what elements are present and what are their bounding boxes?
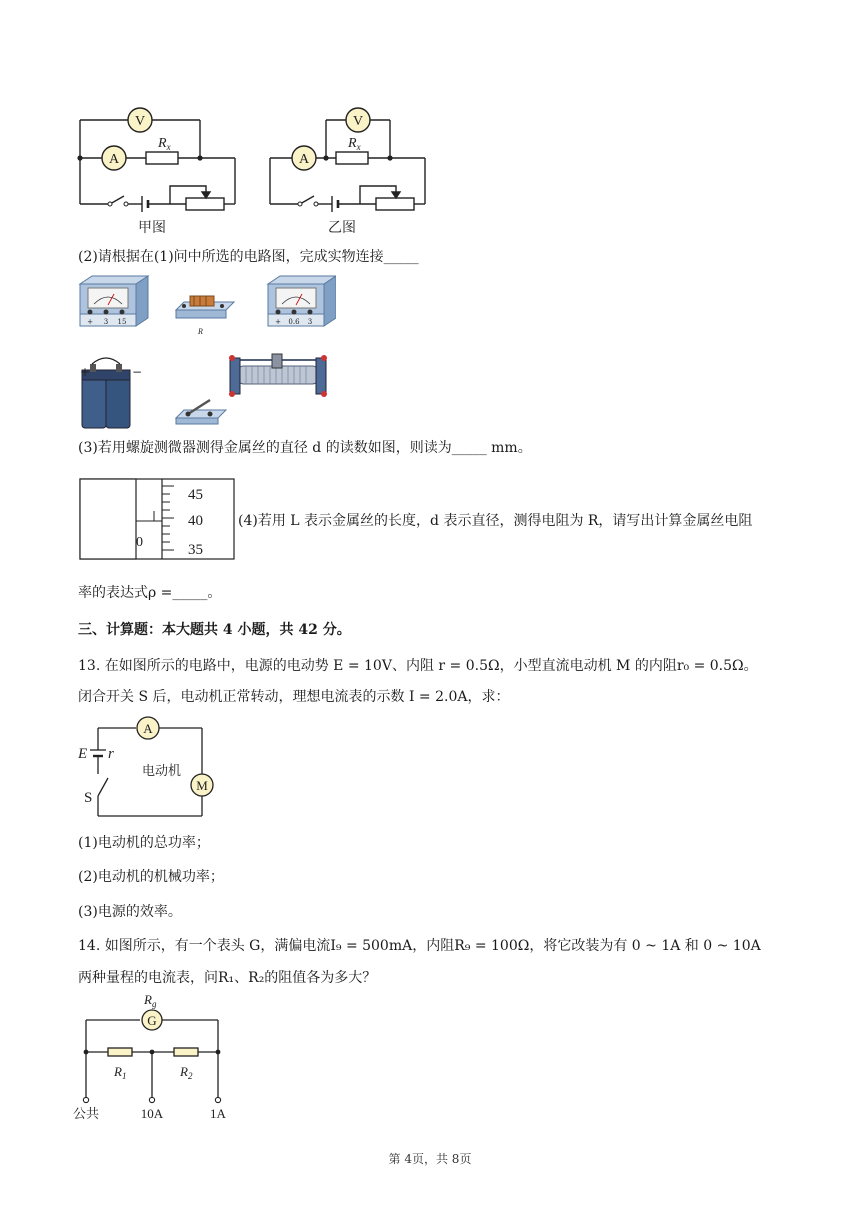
- q13-sub2: (2)电动机的机械功率；: [78, 869, 224, 885]
- q12-part3: (3)若用螺旋测微器测得金属丝的直径 d 的读数如图，则读为_____ mm。: [78, 440, 532, 456]
- battery-plus: +: [80, 365, 91, 379]
- caption-jia: 甲图: [138, 220, 166, 236]
- voltmeter-term-plus: +: [87, 318, 93, 326]
- q12-part2: (2)请根据在(1)问中所选的电路图，完成实物连接_____: [78, 249, 419, 265]
- q12-part4-line2: 率的表达式ρ =_____。: [78, 585, 222, 601]
- q14-r2-label: $R_2$: [180, 1064, 193, 1081]
- voltmeter-term-3: 3: [103, 318, 109, 326]
- q13-ammeter-label: A: [143, 721, 153, 736]
- q12-part4-line1: (4)若用 L 表示金属丝的长度，d 表示直径，测得电阻为 R，请写出计算金属丝电阻: [238, 513, 753, 529]
- voltmeter-term-15: 15: [117, 318, 127, 326]
- rx-label-yi: $R_x$: [348, 136, 361, 152]
- ammeter-term-plus: +: [275, 318, 281, 326]
- q13-circuit: [78, 712, 218, 824]
- rx-label: $R_x$: [158, 136, 171, 152]
- resistor-board-label: R: [198, 327, 203, 336]
- q14-r1-label: $R_1$: [114, 1064, 127, 1081]
- ammeter-label: A: [108, 152, 120, 167]
- ammeter-term-3: 3: [307, 318, 313, 326]
- q14-terminal-1a: 1A: [210, 1106, 226, 1120]
- knife-switch: [176, 400, 226, 424]
- micrometer-figure: [78, 476, 238, 562]
- q14-line2: 两种量程的电流表，问R₁、R₂的阻值各为多大？: [78, 970, 377, 986]
- micrometer-tick-40: 40: [188, 513, 203, 529]
- q14-line1: 14. 如图所示，有一个表头 G，满偏电流I₉ = 500mA，内阻R₉ = 100Ω，将它改装为有 0 ~ 1A 和 0 ~ 10A: [78, 938, 761, 954]
- rheostat: [186, 198, 224, 210]
- apparatus-images: [76, 272, 336, 432]
- q14-terminal-common: 公共: [72, 1107, 100, 1120]
- page-footer: 第 4页，共 8页: [388, 1152, 472, 1166]
- q13-emf-label: E: [78, 746, 88, 762]
- rheostat-device: [229, 354, 327, 397]
- q13-r-label: r: [108, 746, 114, 762]
- voltmeter-label-yi: V: [352, 114, 364, 129]
- q14-galvanometer-label: G: [147, 1013, 157, 1028]
- q14-terminal-10a: 10A: [140, 1106, 164, 1120]
- battery-minus: −: [132, 365, 143, 379]
- q13-line1: 13. 在如图所示的电路中，电源的电动势 E = 10V、内阻 r = 0.5Ω，小型直流电动机 M 的内阻r₀ = 0.5Ω。: [78, 658, 758, 674]
- resistor-board: [176, 296, 234, 318]
- q13-motor-label: M: [196, 778, 208, 793]
- micrometer-zero: 0: [136, 535, 143, 550]
- q13-line2: 闭合开关 S 后，电动机正常转动，理想电流表的示数 I = 2.0A，求：: [78, 689, 510, 705]
- q13-sub1: (1)电动机的总功率；: [78, 835, 210, 851]
- resistor-rx: [146, 152, 178, 164]
- q14-rg-label: $R_g$: [144, 992, 157, 1009]
- circuit-yi: [270, 108, 425, 212]
- micrometer-tick-35: 35: [188, 542, 203, 558]
- section3-heading: 三、计算题：本大题共 4 小题，共 42 分。: [78, 622, 351, 638]
- q14-r2: [174, 1048, 198, 1056]
- q14-r1: [108, 1048, 132, 1056]
- circuit-jia: [80, 108, 235, 212]
- q14-circuit: [66, 990, 246, 1120]
- micrometer-tick-45: 45: [188, 487, 203, 503]
- ammeter-label-yi: A: [298, 152, 310, 167]
- voltmeter-label: V: [134, 114, 146, 129]
- caption-yi: 乙图: [328, 220, 356, 236]
- q13-sub3: (3)电源的效率。: [78, 904, 182, 920]
- q13-motor-caption: 电动机: [142, 764, 182, 779]
- circuit-diagrams: [70, 100, 450, 240]
- q13-switch-label: S: [84, 790, 93, 806]
- ammeter-term-06: 0.6: [288, 318, 300, 326]
